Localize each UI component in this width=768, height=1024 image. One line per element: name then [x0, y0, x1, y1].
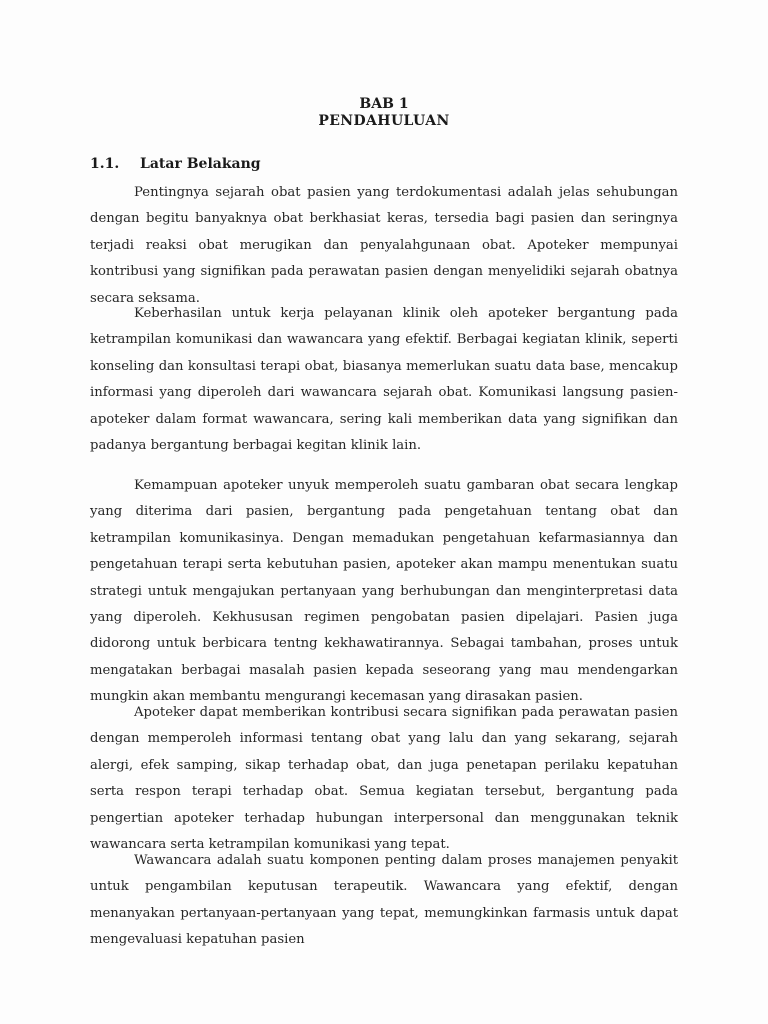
paragraph-2: Keberhasilan untuk kerja pelayanan klinik oleh apoteker bergantung pada ketrampilan komunikasi dan wawancara yang efektif. Berbagai kegiatan klinik, seperti konseling dan konsultasi terapi obat, biasanya memerlukan suatu data base, mencakup informasi yang diperoleh dari wawancara sejarah obat. Komunikasi langsung pasien-apoteker dalam format wawancara, sering kali memberikan data yang signifikan dan padanya bergantung berbagai kegitan klinik lain. [90, 306, 678, 454]
chapter-heading: BAB 1 [359, 96, 409, 112]
section-number: 1.1. [90, 156, 120, 172]
chapter-title: PENDAHULUAN [318, 113, 450, 129]
paragraph-5: Wawancara adalah suatu komponen penting dalam proses manajemen penyakit untuk pengambilan keputusan terapeutik. Wawancara yang efektif, dengan menanyakan pertanyaan-pertanyaan yang tepat, memungkinkan farmasis untuk dapat mengevaluasi kepatuhan pasien [90, 853, 678, 948]
section-title: Latar Belakang [140, 156, 261, 172]
paragraph-3: Kemampuan apoteker unyuk memperoleh suatu gambaran obat secara lengkap yang diterima dari pasien, bergantung pada pengetahuan tentang obat dan ketrampilan komunikasinya. Dengan memadukan pengetahuan kefarmasiannya dan pengetahuan terapi serta kebutuhan pasien, apoteker akan mampu menentukan suatu strategi untuk mengajukan pertanyaan yang berhubungan dan menginterpretasi data yang diperoleh. Kekhususan regimen pengobatan pasien dipelajari. Pasien juga didorong untuk berbicara tentng kekhawatirannya. Sebagai tambahan, proses untuk mengatakan berbagai masalah pasien kepada seseorang yang mau mendengarkan mungkin akan membantu mengurangi kecemasan yang dirasakan pasien. [90, 478, 678, 705]
section-heading [90, 156, 261, 172]
paragraph-1: Pentingnya sejarah obat pasien yang terdokumentasi adalah jelas sehubungan dengan begitu banyaknya obat berkhasiat keras, tersedia bagi pasien dan seringnya terjadi reaksi obat merugikan dan penyalahgunaan obat. Apoteker mempunyai kontribusi yang signifikan pada perawatan pasien dengan menyelidiki sejarah obatnya secara seksama. [90, 185, 678, 306]
paragraph-4: Apoteker dapat memberikan kontribusi secara signifikan pada perawatan pasien dengan memperoleh informasi tentang obat yang lalu dan yang sekarang, sejarah alergi, efek samping, sikap terhadap obat, dan juga penetapan perilaku kepatuhan serta respon terapi terhadap obat. Semua kegiatan tersebut, bergantung pada pengertian apoteker terhadap hubungan interpersonal dan menggunakan teknik wawancara serta ketrampilan komunikasi yang tepat. [90, 705, 678, 853]
